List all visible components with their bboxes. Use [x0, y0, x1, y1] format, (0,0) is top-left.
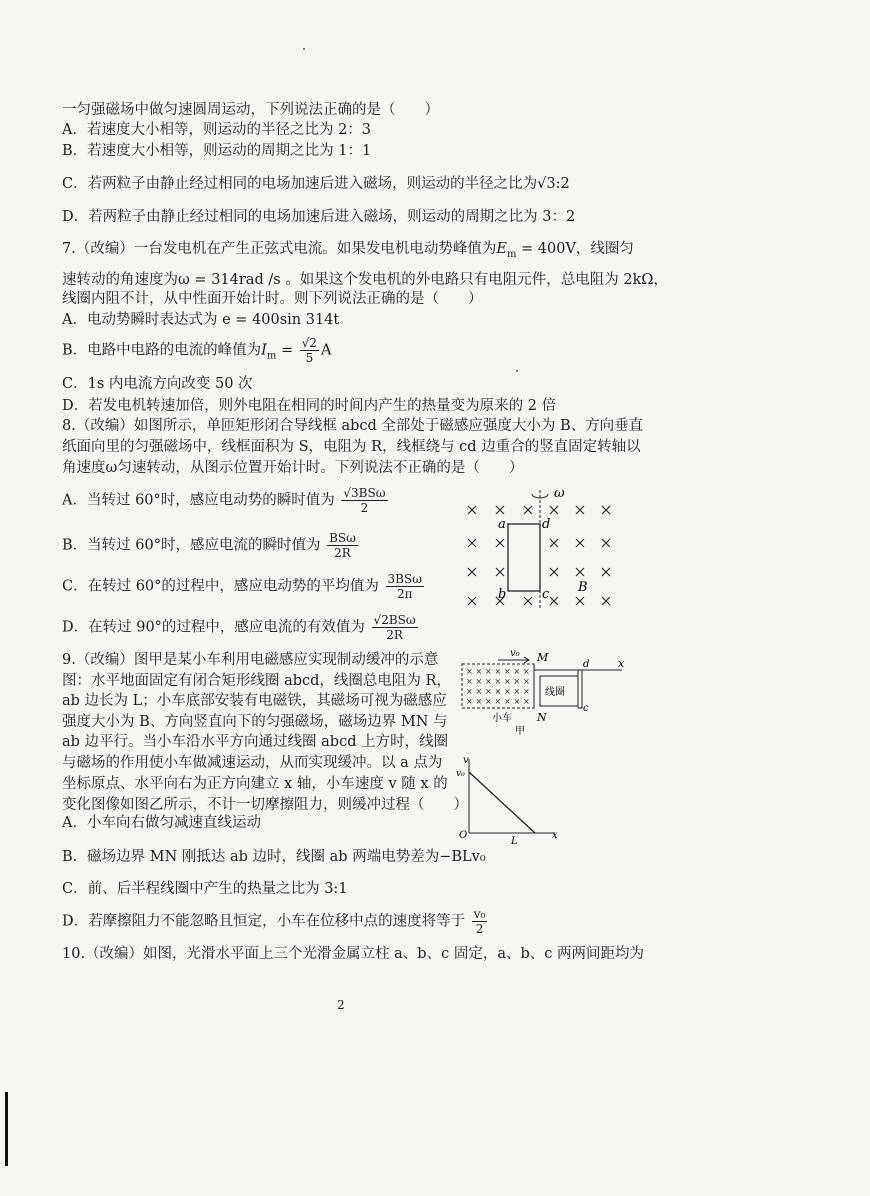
q9-stem-line: ab 边平行。当小车沿水平方向通过线圈 abcd 上方时，线圈	[62, 734, 449, 750]
q9-option-b: B．磁场边界 MN 刚抵达 ab 边时，线圈 ab 两端电势差为−BLv₀	[62, 849, 486, 865]
graph-v-label: v	[463, 755, 469, 766]
q9-stem-line: 强度大小为 B、方向竖直向下的匀强磁场，磁场边界 MN 与	[62, 714, 448, 730]
car-field-cross-mark: ×	[466, 677, 473, 686]
q8-coil-in-field-figure	[460, 480, 620, 619]
q6-option-c-tail: :2	[555, 176, 570, 192]
q8-option-b	[62, 531, 360, 560]
frac-numerator: √3BSω	[343, 486, 386, 500]
q9-option-d-fraction	[472, 907, 488, 936]
q8-option-a	[62, 486, 390, 515]
car-field-cross-mark: ×	[466, 687, 473, 696]
q7-option-c: C．1s 内电流方向改变 50 次	[62, 376, 253, 392]
q8-option-c-text: C．在转过 60°的过程中，感应电动势的平均值为	[62, 578, 379, 595]
field-cross-mark	[602, 506, 610, 514]
q9-stem-line: 图：水平地面固定有闭合矩形线圈 abcd，线圈总电阻为 R，	[62, 673, 451, 689]
graph-origin-label: O	[459, 830, 468, 841]
q8-figure-svg	[460, 480, 620, 615]
coil-edge	[578, 670, 582, 708]
frac-numerator: 3BSω	[387, 572, 422, 586]
car-field-cross-mark: ×	[485, 687, 492, 696]
field-cross-mark	[496, 506, 504, 514]
car-field-cross-mark: ×	[523, 677, 530, 686]
q6-option-d: D．若两粒子由静止经过相同的电场加速后进入磁场，则运动的周期之比为 3：2	[62, 209, 576, 225]
question-7-stem-line1	[62, 240, 634, 264]
q9-figure1-svg	[458, 645, 628, 737]
car-field-cross-mark: ×	[523, 687, 530, 696]
q9-option-d-text: D．若摩擦阻力不能忽略且恒定，小车在位移中点的速度将等于	[62, 913, 466, 930]
q8-option-d-text: D．在转过 90°的过程中，感应电流的有效值为	[62, 619, 365, 636]
q8-option-a-fraction	[341, 486, 387, 515]
corner-c-label: c	[542, 587, 550, 602]
boundary-m-label: M	[537, 651, 549, 664]
graph-v0-label: v₀	[456, 769, 465, 779]
car-field-cross-mark: ×	[504, 667, 511, 676]
q8-option-d	[62, 613, 420, 642]
car-field-cross-mark: ×	[485, 667, 492, 676]
q6-option-b: B．若速度大小相等，则运动的周期之比为 1：1	[62, 143, 372, 159]
q9-stem-line: 坐标原点、水平向右为正方向建立 x 轴，小车速度 v 随 x 的	[62, 776, 448, 792]
q7-option-a: A．电动势瞬时表达式为 e = 400sin 314t	[62, 312, 340, 328]
car-field-cross-mark: ×	[513, 697, 521, 706]
q8-option-c	[62, 572, 426, 601]
car-field-cross-mark: ×	[475, 687, 483, 696]
field-cross-mark	[576, 597, 584, 605]
field-cross-mark	[602, 597, 610, 605]
q7-option-b-fraction	[300, 336, 319, 365]
q8-option-d-fraction	[372, 613, 418, 642]
car-label: 小车	[492, 713, 512, 724]
q8-option-b-text: B．当转过 60°时，感应电流的瞬时值为	[62, 537, 321, 554]
q7-current-sub: m	[266, 350, 277, 362]
car-field-cross-mark: ×	[504, 677, 511, 686]
field-cross-mark	[524, 597, 532, 605]
q9-option-c: C．前、后半程线圈中产生的热量之比为 3:1	[62, 881, 348, 897]
question-10-stem: 10.（改编）如图，光滑水平面上三个光滑金属立柱 a、b、c 固定，a、b、c 两两间距均为	[62, 946, 644, 962]
page-number: 2	[337, 998, 345, 1012]
q7-option-b-text: B．电路中电路的电流的峰值为	[62, 342, 262, 359]
q7-option-b-unit: A	[321, 342, 332, 359]
scan-speck	[303, 48, 305, 50]
q9-option-a: A．小车向右做匀减速直线运动	[62, 815, 261, 831]
q9-figure-car-over-coil	[458, 645, 628, 741]
field-cross-mark	[468, 597, 476, 605]
question-8-stem-line3: 角速度ω匀速转动，从图示位置开始计时。下列说法不正确的是（ ）	[62, 460, 524, 476]
field-cross-mark	[496, 539, 504, 547]
frac-denominator: 2R	[334, 546, 351, 560]
graph-l-label: L	[511, 836, 518, 845]
car-field-cross-mark: ×	[485, 697, 492, 706]
field-cross-mark	[524, 506, 532, 514]
field-cross-mark	[550, 568, 558, 576]
q8-option-c-fraction	[386, 572, 424, 601]
q9-velocity-graph	[455, 755, 565, 849]
scan-speck	[516, 370, 518, 372]
boundary-n-label: N	[537, 711, 547, 724]
figure-jia-caption: 甲	[515, 726, 525, 737]
q7-line1-pre: 7.（改编）一台发电机在产生正弦式电流。如果发电机电动势峰值为	[62, 241, 497, 257]
field-cross-mark	[576, 568, 584, 576]
car-field-cross-mark: ×	[513, 667, 521, 676]
field-cross-mark	[550, 597, 558, 605]
q9-stem-line: ab 边长为 L；小车底部安装有电磁铁，其磁场可视为磁感应	[62, 693, 447, 709]
car-field-cross-mark: ×	[513, 677, 521, 686]
question-8-stem-line1: 8.（改编）如图所示，单匝矩形闭合导线框 abcd 全部处于磁感应强度大小为 B、方向垂直	[62, 418, 644, 434]
question-6-stem: 一匀强磁场中做匀速圆周运动，下列说法正确的是（ ）	[62, 102, 439, 118]
car-field-cross-mark: ×	[523, 667, 530, 676]
corner-a-label: a	[498, 517, 506, 532]
frac-denominator: 2	[360, 501, 369, 515]
frac-numerator: v₀	[473, 907, 486, 921]
q7-emf-symbol: E	[496, 241, 507, 257]
corner-d-label: d	[583, 659, 590, 670]
frac-denominator: 2R	[386, 628, 403, 642]
car-field-cross-mark: ×	[466, 697, 473, 706]
car-field-cross-mark: ×	[513, 687, 521, 696]
car-field-cross-mark: ×	[466, 667, 473, 676]
field-cross-mark	[576, 539, 584, 547]
q7-current-symbol: I	[261, 342, 267, 359]
velocity-line	[469, 772, 535, 833]
car-field-crosses	[466, 667, 530, 706]
question-7-stem-line3: 线圈内阻不计，从中性面开始计时。则下列说法正确的是（ ）	[62, 291, 483, 307]
q7-option-b: B．电路中电路的电流的峰值为$I_m$ = $\frac{√2}{5}$ A	[62, 336, 332, 365]
q7-option-d: D．若发电机转速加倍，则外电阻在相同的时间内产生的热量变为原来的 2 倍	[62, 398, 557, 414]
corner-b-label: b	[498, 587, 507, 602]
field-cross-mark	[468, 539, 476, 547]
car-field-cross-mark: ×	[504, 687, 511, 696]
frac-denominator: 5	[305, 351, 314, 365]
omega-label: ω	[554, 486, 565, 501]
car-field-cross-mark: ×	[494, 697, 502, 706]
x-axis-label: x	[618, 657, 625, 670]
question-8-stem-line2: 纸面向里的匀强磁场中，线框面积为 S，电阻为 R，线框绕与 cd 边重合的竖直固定转轴以	[62, 439, 641, 455]
q6-option-a: A．若速度大小相等，则运动的半径之比为 2：3	[62, 122, 372, 138]
field-cross-mark	[550, 506, 558, 514]
coil-frame	[508, 524, 540, 591]
q7-emf-sub: m	[506, 248, 517, 260]
frac-denominator: 2π	[396, 587, 413, 601]
corner-c-label: c	[583, 703, 589, 714]
corner-d-label: d	[542, 517, 551, 532]
q9-option-d	[62, 907, 489, 936]
frac-denominator: 2	[475, 922, 484, 936]
q6-option-c-root: √3	[537, 176, 556, 192]
car-field-cross-mark: ×	[485, 677, 492, 686]
question-7-stem-line2: 速转动的角速度为ω = 314rad /s 。如果这个发电机的外电路只有电阻元件，总电阻为 2kΩ，	[62, 272, 668, 288]
field-cross-mark	[468, 506, 476, 514]
graph-x-label: x	[552, 830, 558, 841]
field-crosses	[468, 506, 610, 605]
field-cross-mark	[550, 539, 558, 547]
q8-option-a-text: A．当转过 60°时，感应电动势的瞬时值为	[62, 492, 335, 509]
car-field-cross-mark: ×	[475, 667, 483, 676]
field-b-label: B	[578, 580, 588, 595]
car-field-cross-mark: ×	[475, 697, 483, 706]
frac-numerator: √2BSω	[373, 613, 416, 627]
field-cross-mark	[602, 539, 610, 547]
frac-numerator: BSω	[329, 531, 356, 545]
car-field-cross-mark: ×	[494, 687, 502, 696]
v0-label: v₀	[510, 648, 520, 659]
car-field-cross-mark: ×	[504, 697, 511, 706]
car-field-cross-mark: ×	[475, 677, 483, 686]
field-cross-mark	[602, 568, 610, 576]
coil-label: 线圈	[545, 687, 565, 698]
scan-edge-mark	[5, 1092, 8, 1166]
q9-graph-svg	[455, 755, 565, 845]
car-field-cross-mark: ×	[523, 697, 530, 706]
q6-option-c-text: C．若两粒子由静止经过相同的电场加速后进入磁场，则运动的半径之比为	[62, 176, 538, 192]
q6-option-c	[62, 175, 570, 193]
car-field-cross-mark: ×	[494, 677, 502, 686]
car-field-cross-mark: ×	[494, 667, 502, 676]
q7-line1-post: = 400V，线圈匀	[516, 241, 634, 257]
field-cross-mark	[468, 568, 476, 576]
field-cross-mark	[576, 506, 584, 514]
q9-stem-line: 与磁场的作用使小车做减速运动，从而实现缓冲。以 a 点为	[62, 755, 443, 771]
q9-stem-line: 9.（改编）图甲是某小车利用电磁感应实现制动缓冲的示意	[62, 652, 439, 668]
q8-option-b-fraction	[327, 531, 358, 560]
q9-stem-line: 变化图像如图乙所示，不计一切摩擦阻力，则缓冲过程（ ）	[62, 797, 468, 813]
field-cross-mark	[496, 568, 504, 576]
frac-numerator: √2	[301, 336, 318, 350]
